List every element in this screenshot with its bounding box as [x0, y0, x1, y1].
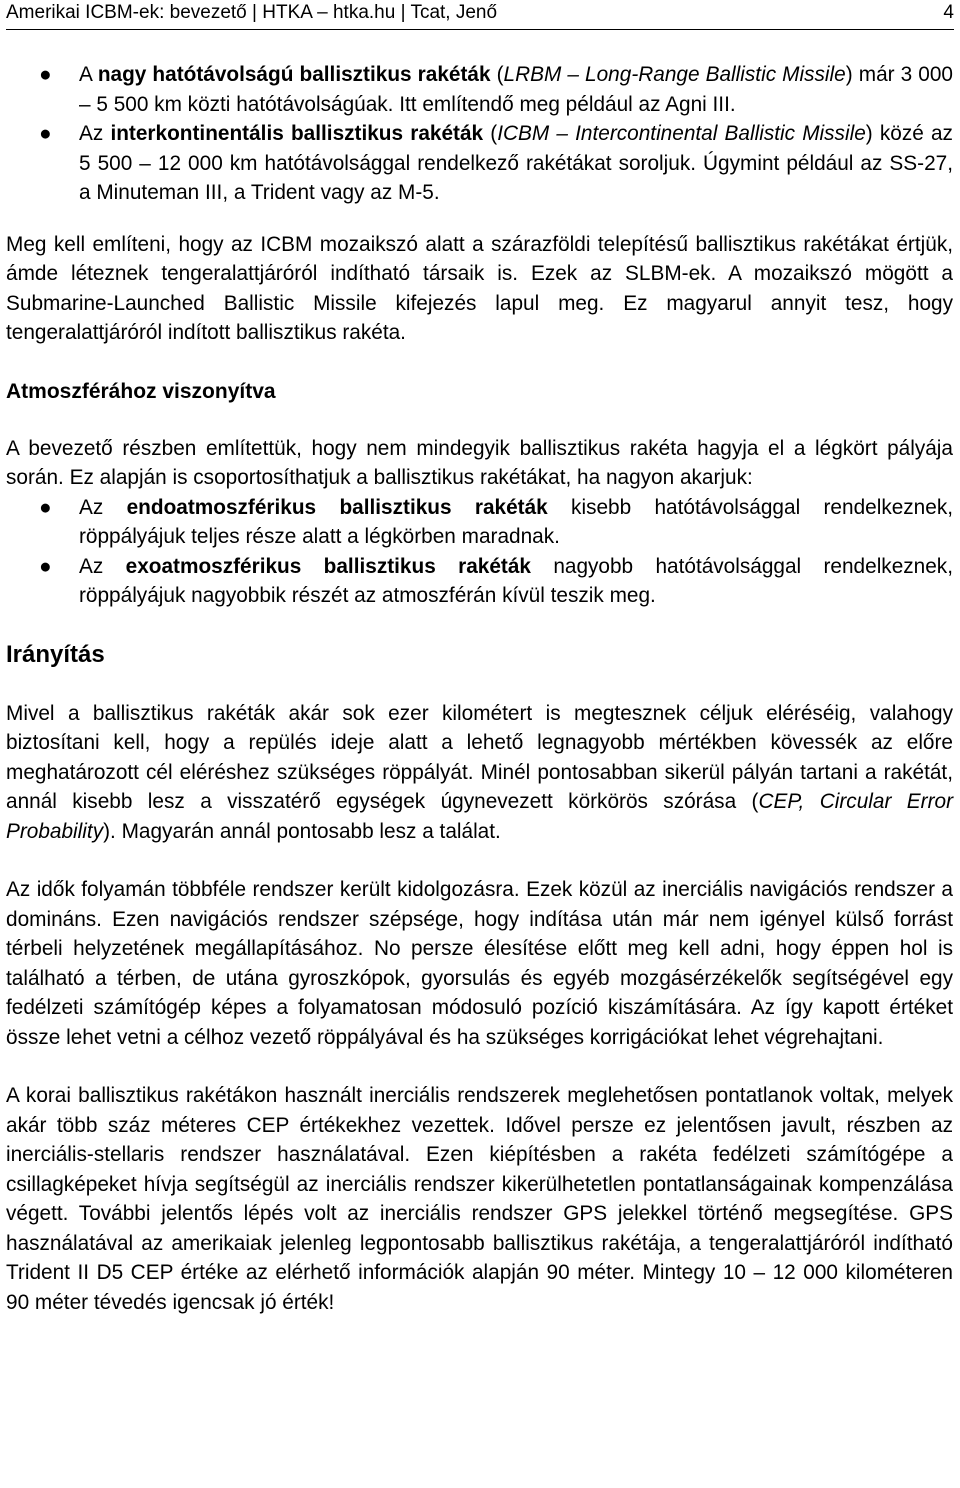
paragraph-inertial-navigation: Az idők folyamán többféle rendszer került kidolgozásra. Ezek közül az inerciális navigációs rendszer a domináns. Ezen navigációs rendszer szépsége, hogy indítása után már nem igényel külső forrást térbeli helyzetének megállapításához. No persze élesítése előtt meg kell adni, hogy éppen hol is található a térben, de utána gyroszkópok, gyorsulás és egyéb mozgásérzékelők segítségével egy fedélzeti számítógép képes a folyamatosan módosuló pozíció kiszámítására. Az így kapott értéket össze lehet vetni a célhoz vezető röppályával és ha szükséges korrigációkat lehet végrehajtani. — [6, 878, 953, 1049]
header-title: Amerikai ICBM-ek: bevezető | HTKA – htka.hu | Tcat, Jenő — [6, 2, 498, 23]
list-item: ● A nagy hatótávolságú ballisztikus rakéták (LRBM – Long-Range Ballistic Missile) már 3 000 – 5 500 km közti hatótávolságúak. Itt említendő meg például az Agni III. — [6, 60, 953, 119]
paragraph-guidance: Mivel a ballisztikus rakéták akár sok ezer kilométert is megtesznek céljuk eléréséig, valahogy biztosítani kell, hogy a repülés ideje alatt a lehető legnagyobb mértékben kövessék az előre meghatározott cél eléréshez szükséges röppályát. Minél pontosabban sikerül pályán tartani a rakétát, annál kisebb lesz a visszatérő egységek úgynevezett körkörös szórása (CEP, Circular Error Probability). Magyarán annál pontosabb lesz a találat. — [6, 701, 953, 843]
missile-range-list — [6, 60, 953, 208]
paragraph-accuracy: A korai ballisztikus rakétákon használt inerciális rendszerek meglehetősen pontatlanok voltak, melyek akár több száz méteres CEP értékekhez vezettek. Idővel persze ez jelentősen javult, részben az inerciális-stellaris rendszer használatával. Ezen kiépítésben a rakéta fedélzeti számítógépe a csillagképeket hívja segítségül az inerciális rendszer kikerülhetetlen pontatlanságainak kompenzálása végett. További jelentős lépés volt az inerciális rendszer GPS jelekkel történő megsegítése. GPS használatával az amerikaiak jelenleg legpontosabb ballisztikus rakétája, a tengeralattjáróról indítható Trident II D5 CEP értéke az elérhető információk alapján 90 méter. Mintegy 10 – 12 000 kilométeren 90 méter tévedés igencsak jó érték! — [6, 1084, 953, 1314]
paragraph-atmosphere-intro: A bevezető részben említettük, hogy nem mindegyik ballisztikus rakéta hagyja el a légkört pályája során. Ez alapján is csoportosíthatjuk a ballisztikus rakétákat, ha nagyon akarjuk: — [6, 436, 953, 489]
section-heading-atmosphere: Atmoszférához viszonyítva — [6, 379, 276, 403]
page-header — [6, 1, 954, 30]
paragraph-slbm: Meg kell említeni, hogy az ICBM mozaikszó alatt a szárazföldi telepítésű ballisztikus rakétákat értjük, ámde léteznek tengeralattjáróról indítható társaik is. Ezek az SLBM-ek. A mozaikszó mögött a Submarine-Launched Ballistic Missile kifejezés lapul meg. Ez magyarul annyit tesz, hogy tengeralattjáróról indított ballisztikus rakéta. — [6, 232, 953, 344]
list-item: ● Az endoatmoszférikus ballisztikus rakéták kisebb hatótávolsággal rendelkeznek, röppályájuk teljes része alatt a légkörben maradnak. — [6, 493, 953, 552]
bullet-icon: ● — [39, 554, 52, 578]
section-heading-guidance: Irányítás — [6, 640, 105, 668]
bullet-icon: ● — [39, 495, 52, 519]
atmosphere-list — [6, 493, 953, 611]
bullet-icon: ● — [39, 122, 52, 145]
list-item: ● Az interkontinentális ballisztikus rakéták (ICBM – Intercontinental Ballistic Missile) közé az 5 500 – 12 000 km hatótávolsággal rendelkező rakétákat soroljuk. Úgymint például az SS-27, a Minuteman III, a Trident vagy az M-5. — [6, 119, 953, 208]
page-number: 4 — [943, 2, 954, 23]
list-item: ● Az exoatmoszférikus ballisztikus rakéták nagyobb hatótávolsággal rendelkeznek, röppályájuk nagyobbik részét az atmoszférán kívül teszik meg. — [6, 552, 953, 611]
document-body — [6, 60, 953, 1317]
bullet-icon: ● — [39, 63, 52, 86]
